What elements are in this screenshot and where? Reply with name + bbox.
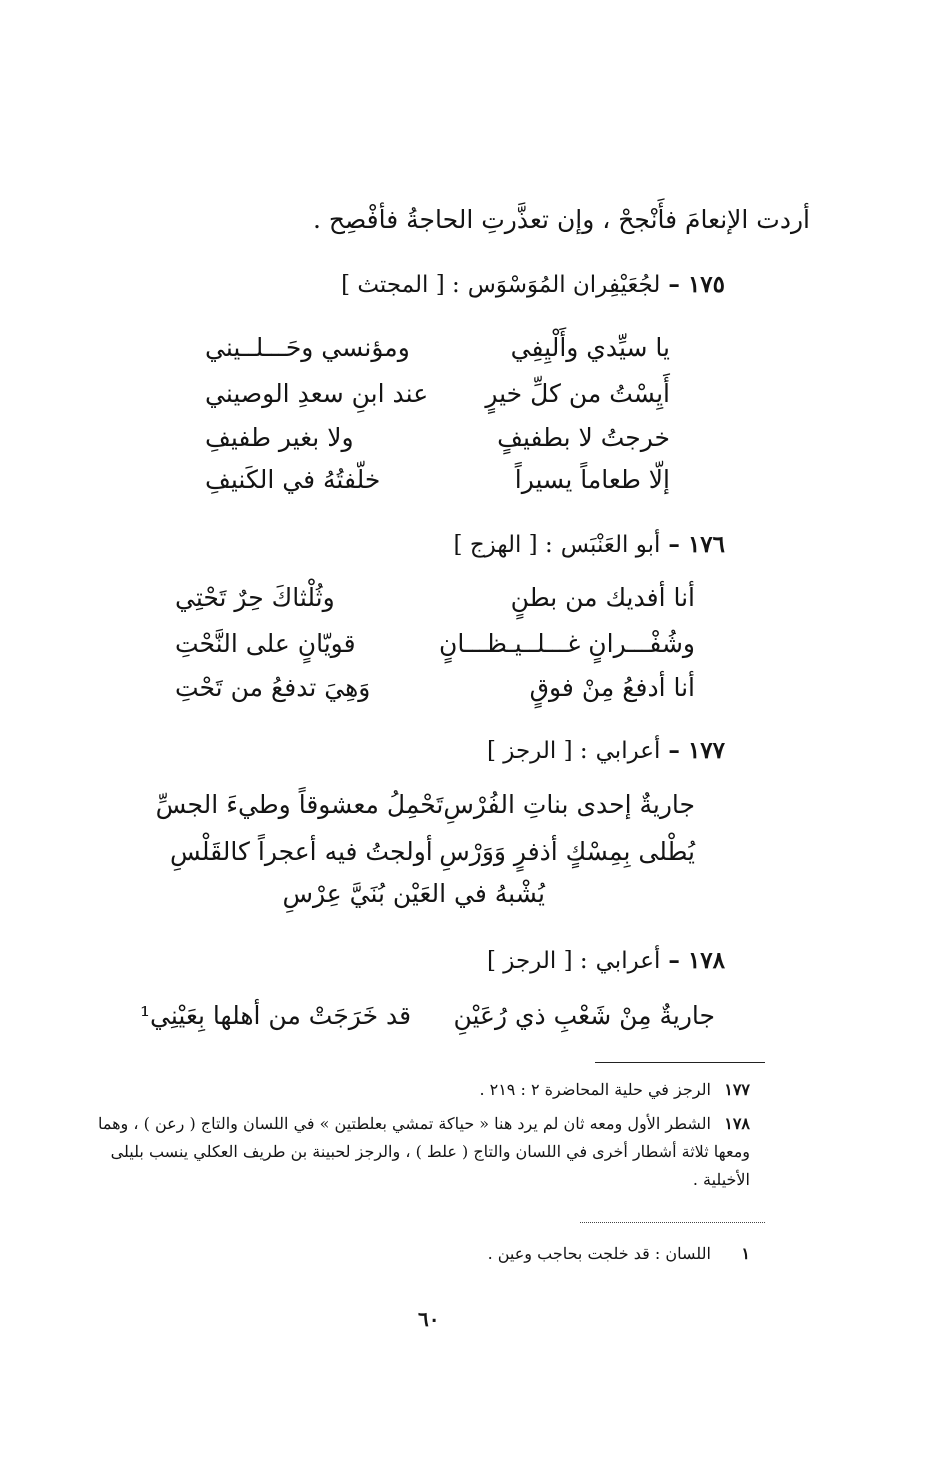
second-hemistich: وثُلْثاكَ حِرٌ تَحْتِي: [175, 583, 335, 612]
first-hemistich: يُطْلى بِمِسْكٍ أذفرٍ وَوَرْسِ: [439, 837, 695, 866]
poet-name: لجُعَيْفِران المُوَسْوَس: [467, 272, 661, 298]
heading-dash: –: [668, 531, 680, 558]
intro-line: أردت الإنعامَ فأَنْجحْ ، وإن تعذَّرتِ الحاجةُ فأفْصِح .: [312, 205, 810, 234]
meter-label: : [ الرجز ]: [486, 948, 588, 974]
first-hemistich: جاريةٌ إحدى بناتِ الفُرْسِ: [443, 790, 695, 819]
poet-name: أعرابي: [595, 948, 661, 974]
second-hemistich: قويّانٍ على النَّحْتِ: [175, 629, 356, 658]
single-hemistich-line: يُشْبهُ في العَيْن بُنَيَّ عِرْسِ: [282, 879, 545, 908]
second-hemistich: خلّفتُهُ في الكَنيفِ: [205, 465, 381, 494]
footnote-separator: [595, 1062, 765, 1063]
heading-dash: –: [668, 737, 680, 764]
footnote-number: ١٧٨: [724, 1114, 750, 1133]
section-heading-175: [341, 268, 725, 302]
verse-line: [155, 787, 695, 823]
section-heading-176: [454, 528, 725, 562]
footnote-text: الرجز في حلية المحاضرة ٢ : ٢١٩ .: [479, 1080, 711, 1099]
verse-line: [175, 580, 695, 616]
section-number: ١٧٨: [687, 947, 725, 974]
first-hemistich: خرجتُ لا بطفيفٍ: [497, 423, 670, 452]
section-number: ١٧٥: [687, 271, 725, 298]
meter-label: : [ الهزج ]: [453, 532, 553, 558]
subnote: [350, 1240, 750, 1268]
section-number: ١٧٦: [687, 531, 725, 558]
heading-dash: –: [668, 271, 680, 298]
first-hemistich: وشُفْـــرانٍ غـــلــيـظـــانٍ: [439, 629, 695, 658]
first-hemistich: جاريةٌ مِنْ شَعْبِ ذي رُعَيْنِ: [453, 1001, 715, 1030]
footnote-text: الشطر الأول ومعه ثان لم يرد هنا « حياكة تمشي بعلطتين » في اللسان والتاج ( رعن ) ، وهما ومعها ثلاثة أشطار أخرى في اللسان والتاج ( علط ) ، والرجز لحبينة بن طريف العكلي ينسب بليلى الأخيلية .: [97, 1114, 750, 1189]
footnote-177: [100, 1076, 750, 1104]
second-hemistich: عند ابنِ سعدِ الوصيني: [205, 379, 429, 408]
verse-line: [205, 420, 670, 456]
first-hemistich: يا سيِّدي وأَلْيِفِي: [510, 333, 670, 362]
section-heading-178: [487, 944, 725, 978]
page-number: ٦٠: [418, 1307, 440, 1331]
verse-line: [140, 998, 715, 1034]
first-hemistich: أنا أفديك من بطنٍ: [510, 583, 695, 612]
poet-name: أبو العَنْبَس: [560, 532, 661, 558]
subnote-separator: [580, 1222, 765, 1223]
footnote-178: [98, 1110, 750, 1194]
second-hemistich: وَهِيَ تدفعُ من تَحْتِ: [175, 673, 371, 702]
second-hemistich: تَحْمِلُ معشوقاً وطيءَ الجسِّ: [155, 790, 444, 819]
second-hemistich: ومؤنسي وحَـــلــيني: [205, 333, 410, 362]
section-heading-177: [487, 734, 725, 768]
footnote-number: ١٧٧: [724, 1080, 750, 1099]
verse-line: [205, 376, 670, 412]
verse-line: [205, 330, 670, 366]
heading-dash: –: [668, 947, 680, 974]
second-hemistich: أولجتُ فيه أعجراً كالقَلْسِ: [170, 837, 433, 866]
meter-label: : [ الرجز ]: [486, 738, 588, 764]
verse-line: [205, 462, 670, 498]
meter-label: : [ المجتث ]: [341, 272, 460, 298]
subnote-text: اللسان : قد خلجت بحاجب وعين .: [487, 1244, 711, 1263]
poet-name: أعرابي: [595, 738, 661, 764]
second-hemistich: قد خَرَجَتْ من أهلها بِعَيْنِي¹: [140, 1001, 412, 1030]
second-hemistich: ولا بغير طفيفِ: [205, 423, 354, 452]
verse-line: [170, 834, 695, 870]
verse-line: [175, 670, 695, 706]
verse-line: [175, 626, 695, 662]
subnote-number: ١: [741, 1244, 750, 1263]
first-hemistich: إلّا طعاماً يسيراً: [514, 465, 670, 494]
first-hemistich: أنا أدفعُ مِنْ فوقٍ: [529, 673, 695, 702]
first-hemistich: أَيِسْتُ من كلِّ خيرٍ: [485, 379, 670, 408]
section-number: ١٧٧: [687, 737, 725, 764]
